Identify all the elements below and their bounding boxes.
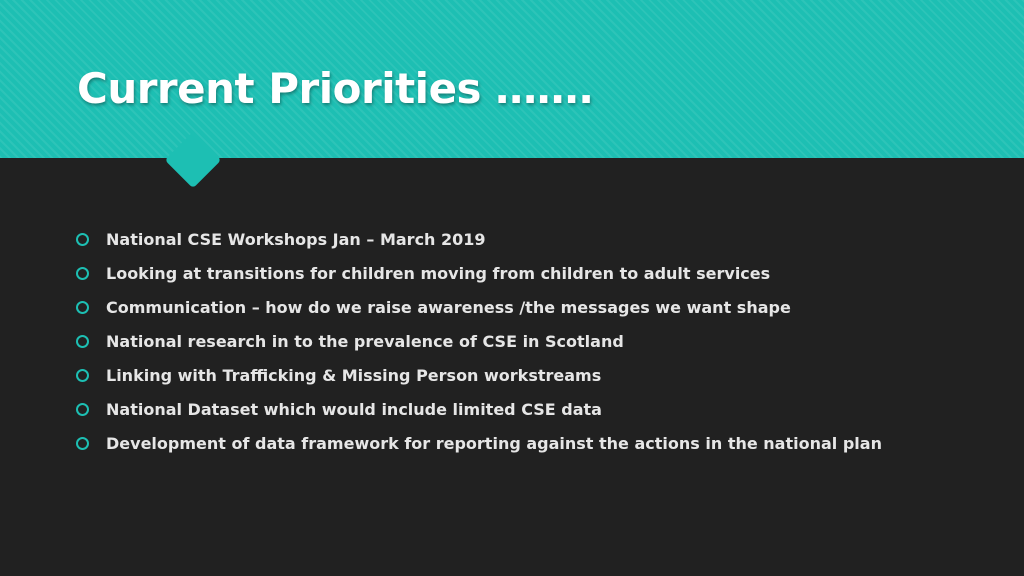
bullet-text: Communication – how do we raise awareness /the messages we want shape <box>106 297 791 317</box>
bullet-text: National research in to the prevalence of CSE in Scotland <box>106 331 624 351</box>
bullet-item <box>76 256 882 290</box>
bullet-text: National CSE Workshops Jan – March 2019 <box>106 229 486 249</box>
bullet-item <box>76 324 882 358</box>
slide-title: Current Priorities ……. <box>77 64 594 113</box>
bullet-item <box>76 358 882 392</box>
bullet-item <box>76 426 882 460</box>
bullet-text: Linking with Trafficking & Missing Person workstreams <box>106 365 602 385</box>
bullet-list <box>76 222 882 460</box>
bullet-circle-icon <box>76 369 89 382</box>
bullet-item <box>76 222 882 256</box>
bullet-circle-icon <box>76 335 89 348</box>
bullet-text: National Dataset which would include limited CSE data <box>106 399 602 419</box>
bullet-circle-icon <box>76 403 89 416</box>
bullet-text: Looking at transitions for children moving from children to adult services <box>106 263 771 283</box>
bullet-circle-icon <box>76 301 89 314</box>
bullet-circle-icon <box>76 437 89 450</box>
bullet-item <box>76 290 882 324</box>
bullet-text: Development of data framework for reporting against the actions in the national plan <box>106 433 882 453</box>
bullet-circle-icon <box>76 233 89 246</box>
bullet-circle-icon <box>76 267 89 280</box>
bullet-item <box>76 392 882 426</box>
